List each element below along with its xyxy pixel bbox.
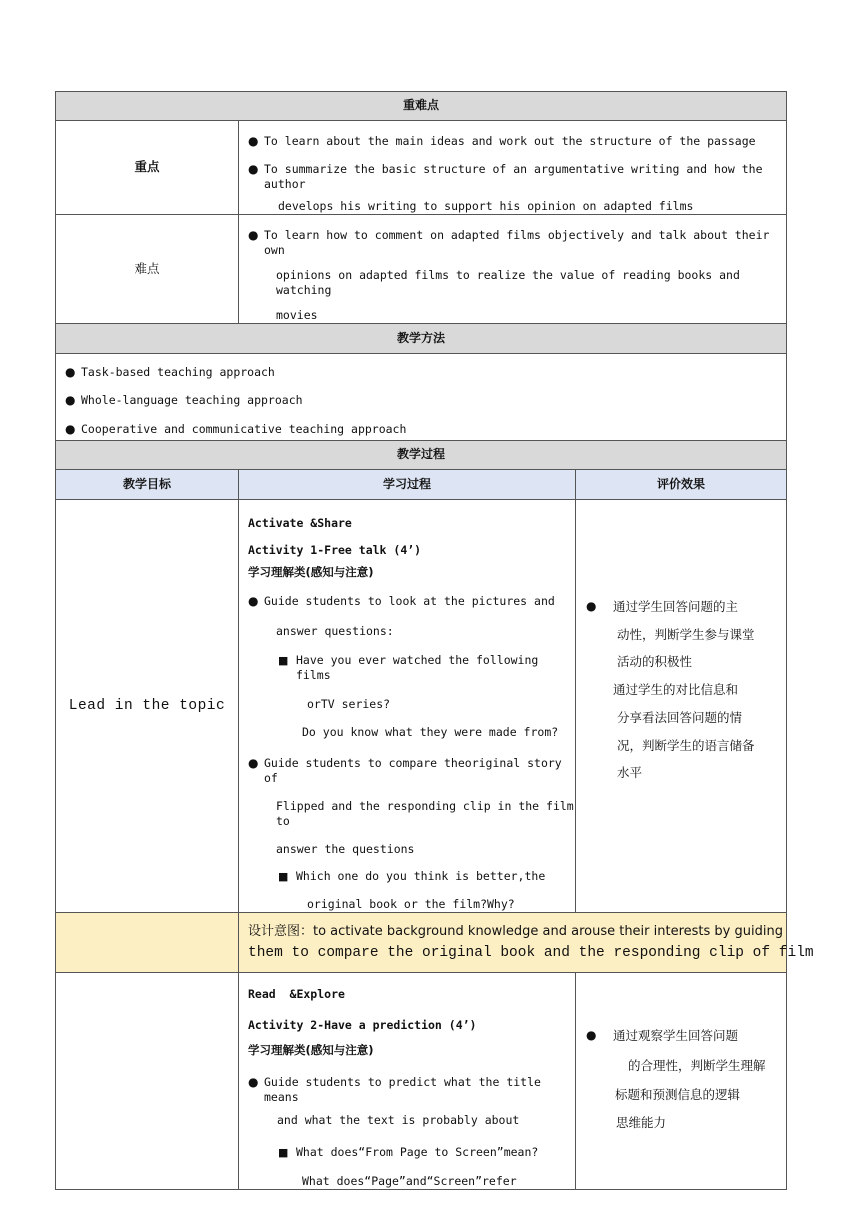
bullet-icon: ● [248, 594, 259, 608]
stage1-sub1-text: Have you ever watched the following films [296, 653, 539, 682]
stage1-sub1-cont: orTV series? [307, 697, 391, 711]
difficult-item-1 [248, 228, 786, 258]
stage1-heading: Activate &Share [248, 516, 352, 530]
stage1-category: 学习理解类(感知与注意) [248, 565, 374, 579]
process-column-headers [56, 470, 787, 500]
stage1-bullet2-line3: answer the questions [276, 842, 415, 856]
stage1-eval-line: 分享看法回答问题的情 [617, 710, 743, 725]
important-label: 重点 [56, 121, 239, 215]
stage1-sub1b: Do you know what they were made from? [302, 725, 559, 739]
stage1-process [239, 500, 576, 913]
important-item-1-text: To learn about the main ideas and work out the structure of the passage [264, 134, 756, 148]
stage2-eval-item [586, 1027, 786, 1044]
stage1-sub2-cont: original book or the film?Why? [307, 897, 515, 911]
stage1-activity: Activity 1-Free talk (4’) [248, 543, 422, 557]
stage2-evaluation [576, 973, 787, 1190]
stage2-category: 学习理解类(感知与注意) [248, 1043, 374, 1057]
difficult-content [239, 215, 787, 324]
stage1-sub1 [248, 653, 575, 683]
stage1-eval-item [586, 598, 786, 615]
stage1-bullet1-cont: answer questions: [276, 624, 394, 638]
stage1-bullet2-line2: Flipped and the responding clip in the film to [276, 799, 574, 828]
difficult-row [56, 215, 787, 324]
design-note-line2: them to compare the original book and the responding clip of film [248, 945, 814, 961]
method-item [65, 422, 786, 437]
stage2-sub1 [248, 1145, 575, 1160]
important-row [56, 121, 787, 215]
bullet-icon: ● [65, 365, 76, 379]
method-item [65, 393, 786, 408]
important-item-1 [248, 134, 786, 149]
bullet-icon: ● [586, 599, 597, 613]
stage1-bullet2 [248, 756, 575, 786]
design-note [239, 913, 814, 973]
stage1-goal: Lead in the topic [56, 500, 239, 913]
stage1-sub2 [248, 869, 575, 884]
process-header-row [56, 441, 787, 470]
bullet-icon: ● [248, 134, 259, 148]
column-header-process: 学习过程 [239, 470, 576, 500]
stage1-eval-line: 活动的积极性 [617, 654, 693, 669]
stage2-activity: Activity 2-Have a prediction (4’) [248, 1018, 477, 1032]
stage2-eval-line: 标题和预测信息的逻辑 [615, 1087, 741, 1102]
lesson-plan-sheet [55, 91, 814, 1190]
stage2-eval-line: 通过观察学生回答问题 [613, 1028, 739, 1043]
bullet-icon: ● [586, 1028, 597, 1042]
stage2-sub1-cont: What does“Page”and“Screen”refer [302, 1174, 517, 1188]
stage2-eval-line: 思维能力 [616, 1115, 667, 1130]
bullet-icon: ● [65, 393, 76, 407]
bullet-icon: ● [248, 162, 259, 176]
stage1-bullet1-text: Guide students to look at the pictures and [264, 594, 555, 608]
important-item-2-text: To summarize the basic structure of an argumentative writing and how the author [264, 162, 763, 191]
difficult-label: 难点 [56, 215, 239, 324]
stage1-sub2-text: Which one do you think is better,the [296, 869, 546, 883]
important-content [239, 121, 787, 215]
stage1-evaluation [576, 500, 787, 913]
key-points-section-title: 重难点 [56, 92, 787, 121]
square-bullet-icon: ■ [278, 870, 289, 883]
process-section-title: 教学过程 [56, 441, 787, 470]
stage1-row [56, 500, 787, 913]
method-item-text: Whole-language teaching approach [81, 393, 303, 407]
important-item-2 [248, 162, 786, 192]
bullet-icon: ● [65, 422, 76, 436]
bullet-icon: ● [248, 756, 259, 770]
stage2-goal [56, 973, 239, 1190]
design-note-row [56, 913, 787, 973]
method-item-text: Cooperative and communicative teaching approach [81, 422, 407, 436]
design-note-line1: 设计意图：to activate background knowledge and arouse their interests by guiding [248, 924, 783, 939]
square-bullet-icon: ■ [278, 654, 289, 667]
method-item-text: Task-based teaching approach [81, 365, 275, 379]
stage1-eval-line: 况，判断学生的语言储备 [617, 738, 755, 753]
important-item-2-cont: develops his writing to support his opinion on adapted films [278, 199, 694, 213]
key-points-header-row [56, 92, 787, 121]
stage2-heading: Read &Explore [248, 987, 345, 1001]
column-header-evaluation: 评价效果 [576, 470, 787, 500]
stage1-eval-line: 通过学生的对比信息和 [613, 682, 739, 697]
stage2-eval-line: 的合理性，判断学生理解 [628, 1058, 766, 1073]
difficult-item-1-line3: movies [276, 308, 318, 322]
methods-row [56, 354, 787, 441]
lesson-plan-table [55, 91, 814, 1190]
stage2-process [239, 973, 576, 1190]
difficult-item-1-text: To learn how to comment on adapted films objectively and talk about their own [264, 228, 770, 257]
stage2-bullet1-cont: and what the text is probably about [277, 1113, 520, 1127]
method-item [65, 365, 786, 380]
stage1-eval-line: 通过学生回答问题的主 [613, 599, 739, 614]
stage2-bullet1-text: Guide students to predict what the title means [264, 1075, 541, 1104]
square-bullet-icon: ■ [278, 1146, 289, 1159]
stage1-eval-line: 动性，判断学生参与课堂 [617, 627, 755, 642]
methods-header-row [56, 324, 787, 354]
bullet-icon: ● [248, 1075, 259, 1089]
methods-section-title: 教学方法 [56, 324, 787, 354]
stage1-eval-line: 水平 [617, 765, 643, 780]
column-header-goal: 教学目标 [56, 470, 239, 500]
stage1-bullet1 [248, 594, 575, 609]
stage2-row [56, 973, 787, 1190]
stage1-bullet2-text: Guide students to compare theoriginal story of [264, 756, 562, 785]
difficult-item-1-line2: opinions on adapted films to realize the value of reading books and watching [276, 268, 740, 297]
methods-list [56, 354, 787, 441]
stage2-sub1-text: What does“From Page to Screen”mean? [296, 1145, 539, 1159]
stage2-bullet1 [248, 1075, 575, 1105]
design-note-blank [56, 913, 239, 973]
bullet-icon: ● [248, 228, 259, 242]
